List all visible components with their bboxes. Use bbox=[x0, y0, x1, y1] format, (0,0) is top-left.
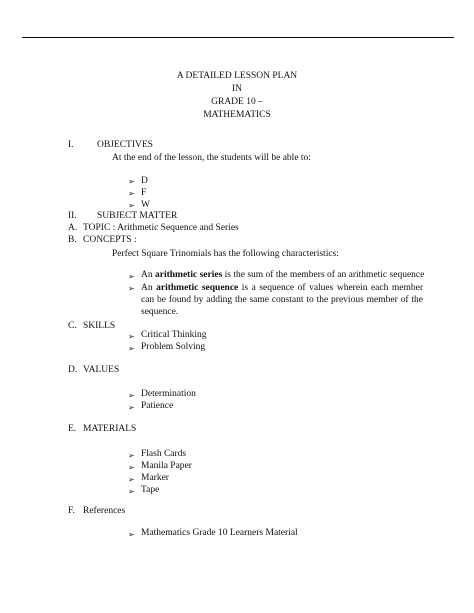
objectives-intro: At the end of the lesson, the students will be able to: bbox=[112, 153, 311, 163]
concepts-letter: B. bbox=[68, 235, 77, 245]
subject-matter-heading: SUBJECT MATTER bbox=[97, 211, 178, 221]
materials-heading: MATERIALS bbox=[83, 424, 137, 434]
title-line-1: A DETAILED LESSON PLAN bbox=[176, 71, 298, 81]
bullet-arrow-icon: ➢ bbox=[128, 284, 135, 293]
bullet-arrow-icon: ➢ bbox=[128, 272, 135, 281]
bullet-arrow-icon: ➢ bbox=[128, 463, 135, 472]
value-item: Patience bbox=[141, 401, 174, 411]
value-item: Determination bbox=[141, 389, 196, 399]
values-heading: VALUES bbox=[83, 365, 120, 375]
objective-item: W bbox=[141, 200, 150, 210]
concepts-intro: Perfect Square Trinomials has the following characteristics: bbox=[112, 249, 339, 259]
material-item: Flash Cards bbox=[141, 449, 187, 459]
material-item: Manila Paper bbox=[141, 461, 192, 471]
materials-letter: E. bbox=[68, 424, 77, 434]
subject-matter-number: II. bbox=[68, 211, 77, 221]
material-item: Tape bbox=[141, 485, 160, 495]
material-item: Marker bbox=[141, 473, 169, 483]
topic-letter: A. bbox=[68, 223, 78, 233]
reference-item: Mathematics Grade 10 Learners Material bbox=[141, 528, 298, 538]
concepts-heading: CONCEPTS : bbox=[83, 235, 137, 245]
bullet-arrow-icon: ➢ bbox=[128, 475, 135, 484]
bullet-arrow-icon: ➢ bbox=[128, 332, 135, 341]
skill-item: Problem Solving bbox=[141, 342, 206, 352]
bullet-arrow-icon: ➢ bbox=[128, 451, 135, 460]
references-heading: References bbox=[83, 506, 126, 516]
references-letter: F. bbox=[68, 506, 75, 516]
bullet-arrow-icon: ➢ bbox=[128, 189, 135, 198]
objectives-heading: OBJECTIVES bbox=[97, 140, 153, 150]
top-horizontal-rule bbox=[22, 37, 454, 38]
bullet-arrow-icon: ➢ bbox=[128, 391, 135, 400]
objective-item: F bbox=[141, 188, 147, 198]
skills-heading: SKILLS bbox=[83, 321, 116, 331]
bullet-arrow-icon: ➢ bbox=[128, 344, 135, 353]
title-line-2: IN bbox=[231, 84, 243, 94]
topic-line: TOPIC : Arithmetic Sequence and Series bbox=[83, 223, 239, 233]
bullet-arrow-icon: ➢ bbox=[128, 201, 135, 210]
bullet-arrow-icon: ➢ bbox=[128, 177, 135, 186]
objectives-number: I. bbox=[68, 140, 74, 150]
bullet-arrow-icon: ➢ bbox=[128, 487, 135, 496]
concept-arithmetic-sequence: An arithmetic sequence is a sequence of values wherein each member can be found by adding the same constant to the previous member of the sequence. bbox=[141, 283, 423, 317]
values-letter: D. bbox=[68, 365, 78, 375]
title-line-3: GRADE 10 – bbox=[211, 97, 263, 107]
objective-item: D bbox=[141, 176, 148, 186]
bullet-arrow-icon: ➢ bbox=[128, 403, 135, 412]
concept-arithmetic-series: An arithmetic series is the sum of the members of an arithmetic sequence bbox=[141, 270, 425, 280]
skill-item: Critical Thinking bbox=[141, 330, 207, 340]
bullet-arrow-icon: ➢ bbox=[128, 530, 135, 539]
title-line-4: MATHEMATICS bbox=[203, 110, 271, 120]
skills-letter: C. bbox=[68, 321, 77, 331]
